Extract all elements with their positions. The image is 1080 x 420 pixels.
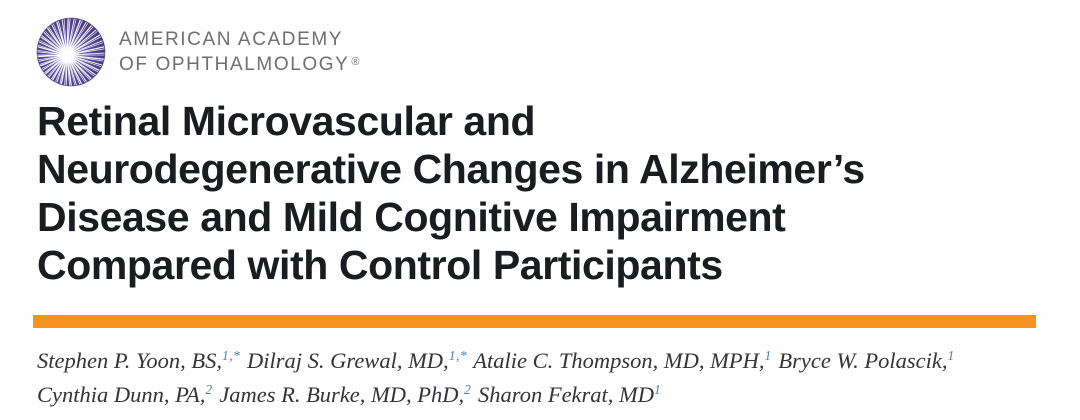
- author-name: Dilraj S. Grewal, MD,: [241, 348, 449, 373]
- article-title: [37, 97, 865, 289]
- author-byline: [37, 344, 1037, 412]
- publisher-brand: [36, 17, 360, 87]
- registered-trademark-symbol: ®: [351, 56, 360, 68]
- accent-divider-bar: [33, 315, 1036, 328]
- publisher-name-line2: OF OPHTHALMOLOGY ®: [119, 54, 360, 75]
- author-name: Stephen P. Yoon, BS,: [37, 348, 223, 373]
- author-affiliation-superscript: 1,*: [222, 348, 241, 363]
- author-name: Bryce W. Polascik,: [772, 348, 948, 373]
- publisher-name: [119, 28, 360, 76]
- publisher-name-line1: AMERICAN ACADEMY: [119, 29, 344, 50]
- article-title-line: Disease and Mild Cognitive Impairment: [37, 194, 786, 240]
- author-affiliation-superscript: 1: [947, 348, 955, 363]
- author-affiliation-superscript: 1,*: [448, 348, 468, 363]
- author-name: Atalie C. Thompson, MD, MPH,: [468, 348, 765, 373]
- author-name: Sharon Fekrat, MD: [472, 382, 655, 407]
- article-title-line: Neurodegenerative Changes in Alzheimer’s: [37, 146, 865, 192]
- author-byline-line1: [37, 344, 1037, 378]
- author-name: Cynthia Dunn, PA,: [37, 382, 206, 407]
- author-affiliation-superscript: 1: [654, 382, 662, 397]
- author-affiliation-superscript: 2: [205, 382, 213, 397]
- author-byline-line2: [37, 378, 1037, 412]
- author-affiliation-superscript: 2: [464, 382, 472, 397]
- article-title-line: Retinal Microvascular and: [37, 98, 536, 144]
- article-title-line: Compared with Control Participants: [37, 242, 723, 288]
- aao-starburst-logo-icon: [36, 17, 106, 87]
- author-name: James R. Burke, MD, PhD,: [213, 382, 465, 407]
- author-affiliation-superscript: 1: [764, 348, 772, 363]
